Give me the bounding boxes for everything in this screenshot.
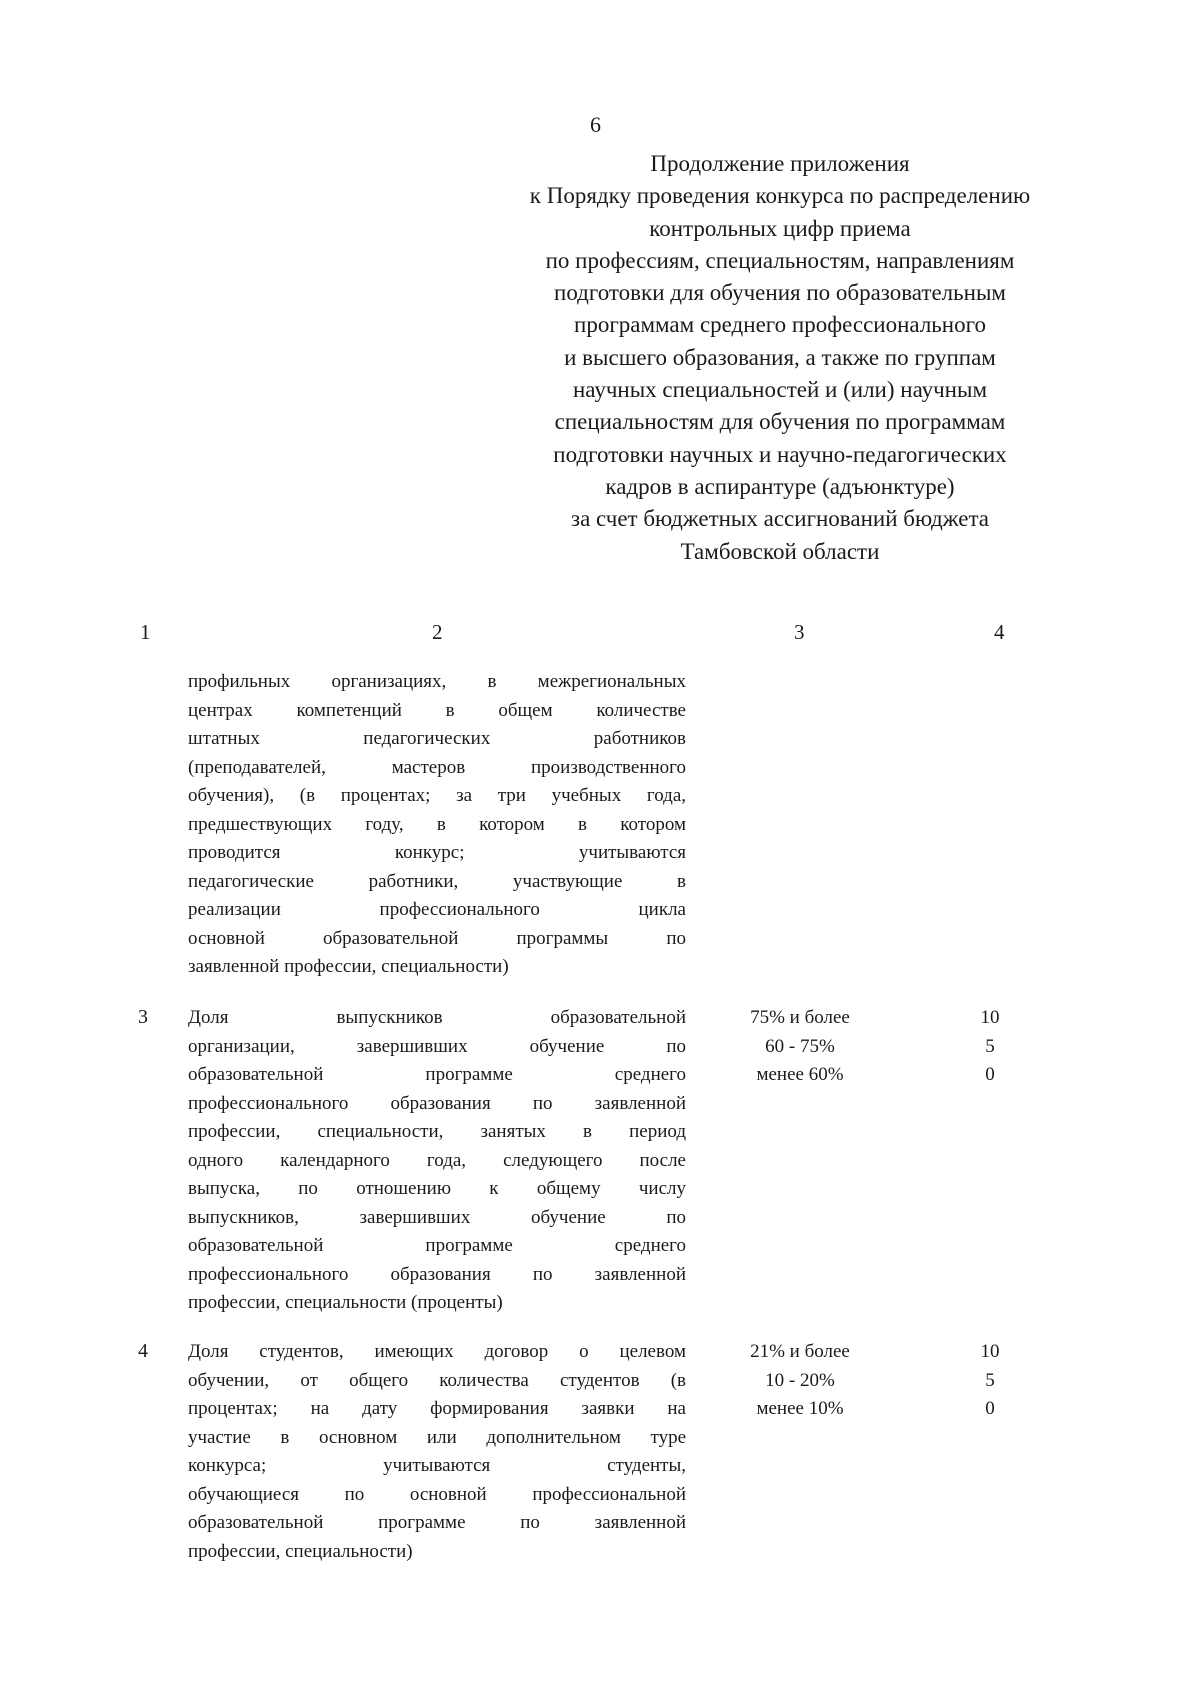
description-line: образовательной программе по заявленной	[188, 1512, 686, 1533]
row-description	[188, 1338, 686, 1566]
description-line: Доля студентов, имеющих договор о целевом	[188, 1341, 686, 1362]
description-line: организации, завершивших обучение по	[188, 1035, 686, 1057]
criterion: 75% и более	[750, 1007, 850, 1028]
score-values	[960, 1004, 1020, 1090]
criterion: 10 - 20%	[765, 1369, 835, 1391]
description-line: Доля выпускников образовательной	[188, 1007, 686, 1028]
criterion: 60 - 75%	[765, 1035, 835, 1057]
appendix-header	[450, 148, 1110, 568]
description-line: конкурса; учитываются студенты,	[188, 1455, 686, 1476]
description-line: профессии, специальности)	[188, 1540, 413, 1562]
description-line: выпускников, завершивших обучение по	[188, 1206, 686, 1228]
description-line: штатных педагогических работников	[188, 728, 686, 749]
description-line: педагогические работники, участвующие в	[188, 870, 686, 892]
description-line: процентах; на дату формирования заявки на	[188, 1398, 686, 1419]
description-line: профессии, специальности (проценты)	[188, 1292, 503, 1313]
description-line: образовательной программе среднего	[188, 1235, 686, 1256]
description-line: обучения), (в процентах; за три учебных года,	[188, 785, 686, 806]
header-line: программам среднего профессионального	[574, 312, 986, 338]
header-line: и высшего образования, а также по группам	[564, 344, 996, 370]
header-line: научных специальностей и (или) научным	[572, 377, 987, 403]
score: 0	[985, 1064, 995, 1085]
description-line: предшествующих году, в котором в котором	[188, 813, 686, 835]
description-line: образовательной программе среднего	[188, 1064, 686, 1085]
header-line: специальностям для обучения по программам	[554, 409, 1006, 435]
description-line: профессионального образования по заявленной	[188, 1092, 686, 1114]
header-line: к Порядку проведения конкурса по распределению	[529, 183, 1031, 209]
row-number: 3	[138, 1006, 148, 1028]
column-header-4: 4	[994, 620, 1005, 644]
header-line: кадров в аспирантуре (адъюнктуре)	[605, 473, 955, 499]
score: 5	[985, 1035, 995, 1057]
description-line: заявленной профессии, специальности)	[188, 956, 509, 977]
criterion: 21% и более	[750, 1341, 850, 1362]
header-line: подготовки научных и научно-педагогических	[553, 441, 1007, 467]
column-header-1: 1	[140, 620, 151, 644]
header-line: контрольных цифр приема	[649, 215, 911, 241]
header-line: за счет бюджетных ассигнований бюджета	[570, 506, 990, 532]
row-number: 4	[138, 1340, 148, 1362]
description-line: выпуска, по отношению к общему числу	[188, 1178, 686, 1199]
row-2-continuation	[188, 668, 686, 982]
score-values	[960, 1338, 1020, 1424]
score: 10	[980, 1341, 1000, 1362]
column-header-2: 2	[432, 620, 443, 644]
description-line: реализации профессионального цикла	[188, 899, 686, 920]
header-line: по профессиям, специальностям, направлениям	[545, 247, 1015, 273]
column-header-3: 3	[794, 620, 805, 644]
page-number: 6	[590, 112, 601, 137]
description-line: (преподавателей, мастеров производственного	[188, 756, 686, 778]
description-line: центрах компетенций в общем количестве	[188, 699, 686, 721]
criterion: менее 10%	[756, 1398, 844, 1419]
criterion: менее 60%	[756, 1064, 844, 1085]
description-line: проводится конкурс; учитываются	[188, 842, 686, 863]
description-line: участие в основном или дополнительном туре	[188, 1426, 686, 1448]
score: 10	[980, 1007, 1000, 1028]
description-line: основной образовательной программы по	[188, 927, 686, 949]
row-description	[188, 1004, 686, 1318]
header-line: Продолжение приложения	[650, 151, 910, 176]
criteria-values	[720, 1004, 880, 1090]
description-line: профессионального образования по заявленной	[188, 1263, 686, 1285]
description-line: обучающиеся по основной профессиональной	[188, 1483, 686, 1505]
description-line: обучении, от общего количества студентов (в	[188, 1369, 686, 1391]
score: 5	[985, 1369, 995, 1391]
header-line: подготовки для обучения по образовательным	[554, 280, 1006, 306]
description-line: профессии, специальности, занятых в период	[188, 1121, 686, 1142]
description-line: профильных организациях, в межрегиональных	[188, 671, 686, 692]
criteria-values	[720, 1338, 880, 1424]
description-line: одного календарного года, следующего после	[188, 1149, 686, 1171]
header-line: Тамбовской области	[680, 538, 880, 564]
score: 0	[985, 1398, 995, 1419]
